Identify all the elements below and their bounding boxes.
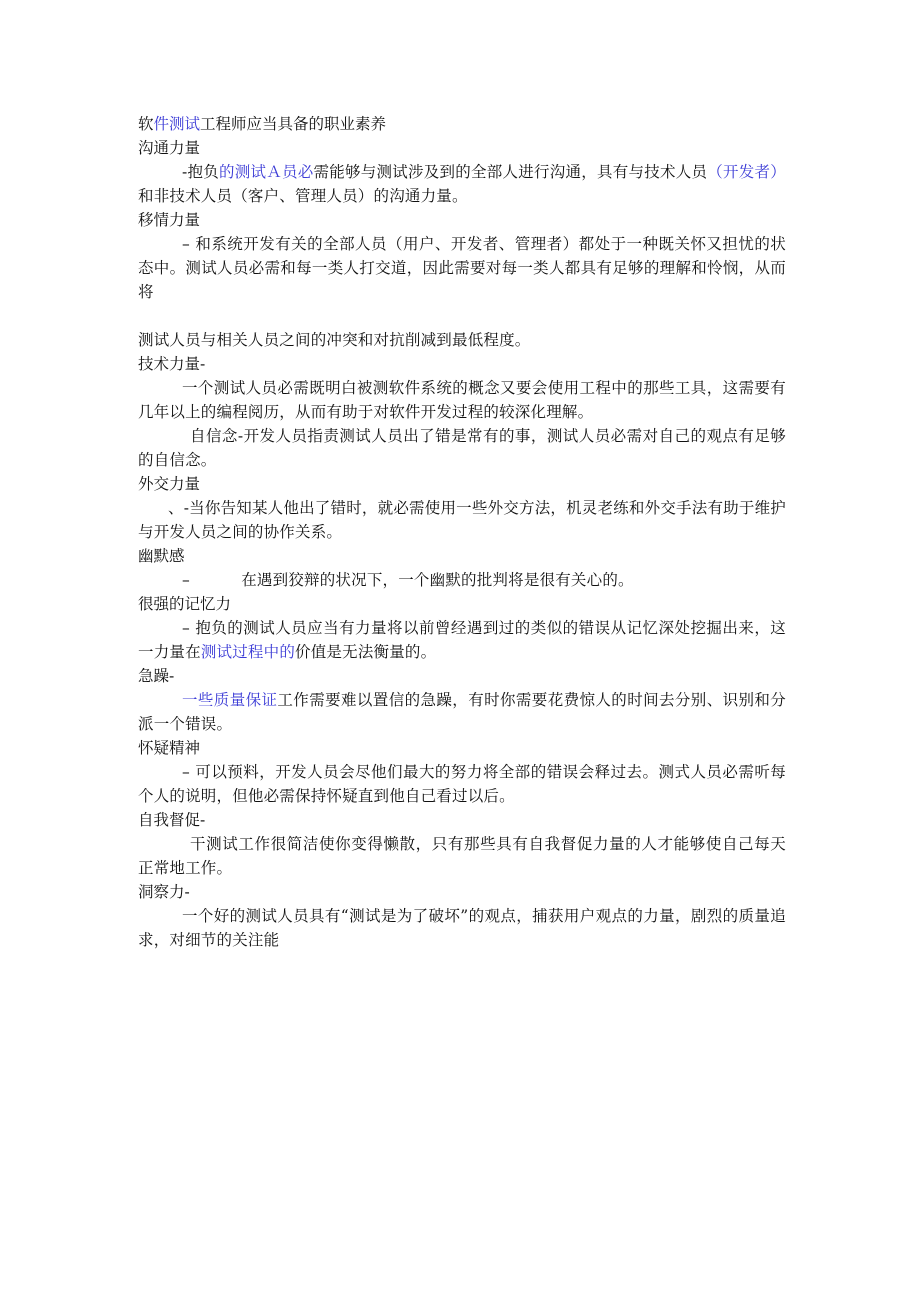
text-segment: 工作需要难以置信的急躁，有时你需要花费惊人的时间去分别、识别和分派一个错误。: [138, 691, 787, 733]
link-quality-assurance[interactable]: 一些质量保证: [182, 691, 278, 709]
heading-communication: 沟通力量: [138, 139, 201, 157]
link-tester[interactable]: 的测试Ａ员必: [219, 163, 314, 181]
paragraph-empathy-2: 测试人员与相关人员之间的冲突和对抗削减到最低程度。: [138, 331, 531, 349]
heading-self-discipline: 自我督促-: [138, 811, 206, 829]
paragraph-humor: – 在遇到狡辩的状况下，一个幽默的批判将是很有关心的。: [182, 571, 634, 589]
paragraph-memory: [138, 616, 786, 664]
heading-memory: 很强的记忆力: [138, 595, 232, 613]
link-developer[interactable]: （开发者）: [707, 163, 786, 181]
text-segment: -抱负: [182, 163, 219, 181]
heading-diplomacy: 外交力量: [138, 475, 201, 493]
text-segment: – 抱负的测试人员应当有力量将以前曾经遇到过的类似的错误从记忆深处挖掘出来，这一力量在: [138, 619, 786, 661]
heading-technical: 技术力量-: [138, 355, 206, 373]
paragraph-empathy-1: – 和系统开发有关的全部人员（用户、开发者、管理者）都处于一种既关怀又担忧的状态中。测试人员必需和每一类人打交道，因此需要对每一类人都具有足够的理解和怜悯，从而将: [138, 235, 786, 301]
paragraph-patience: [138, 688, 786, 736]
document-body: [138, 112, 786, 952]
paragraph-technical-2: 自信念-开发人员指责测试人员出了错是常有的事，测试人员必需对自己的观点有足够的自信念。: [138, 427, 786, 469]
title-suffix: 工程师应当具备的职业素养: [200, 115, 387, 133]
paragraph-gap: [138, 304, 786, 328]
document-title: [138, 112, 786, 136]
title-prefix: 软: [138, 115, 154, 133]
paragraph-insight: 一个好的测试人员具有“测试是为了破坏”的观点，捕获用户观点的力量，剧烈的质量追求，对细节的关注能: [138, 907, 786, 949]
heading-humor: 幽默感: [138, 547, 185, 565]
text-segment: 价值是无法衡量的。: [295, 643, 437, 661]
title-link[interactable]: 件测试: [153, 115, 201, 133]
heading-insight: 洞察力-: [138, 883, 190, 901]
text-segment: 需能够与测试涉及到的全部人进行沟通，具有与技术人员: [313, 163, 708, 181]
paragraph-diplomacy: 、-当你告知某人他出了错时，就必需使用一些外交方法，机灵老练和外交手法有助于维护与开发人员之间的协作关系。: [138, 499, 786, 541]
paragraph-communication: [138, 160, 786, 208]
heading-empathy: 移情力量: [138, 211, 201, 229]
text-segment: 和非技术人员（客户、管理人员）的沟通力量。: [138, 187, 468, 205]
paragraph-self-discipline: 干测试工作很简洁使你变得懒散，只有那些具有自我督促力量的人才能够使自己每天正常地工作。: [138, 835, 786, 877]
link-test-process[interactable]: 测试过程中的: [200, 643, 296, 661]
paragraph-skepticism: – 可以预料，开发人员会尽他们最大的努力将全部的错误会释过去。测式人员必需听每个人的说明，但他必需保持怀疑直到他自己看过以后。: [138, 763, 786, 805]
heading-patience: 急躁-: [138, 667, 175, 685]
paragraph-technical-1: 一个测试人员必需既明白被测软件系统的概念又要会使用工程中的那些工具，这需要有几年以上的编程阅历，从而有助于对软件开发过程的较深化理解。: [138, 379, 786, 421]
heading-skepticism: 怀疑精神: [138, 739, 201, 757]
